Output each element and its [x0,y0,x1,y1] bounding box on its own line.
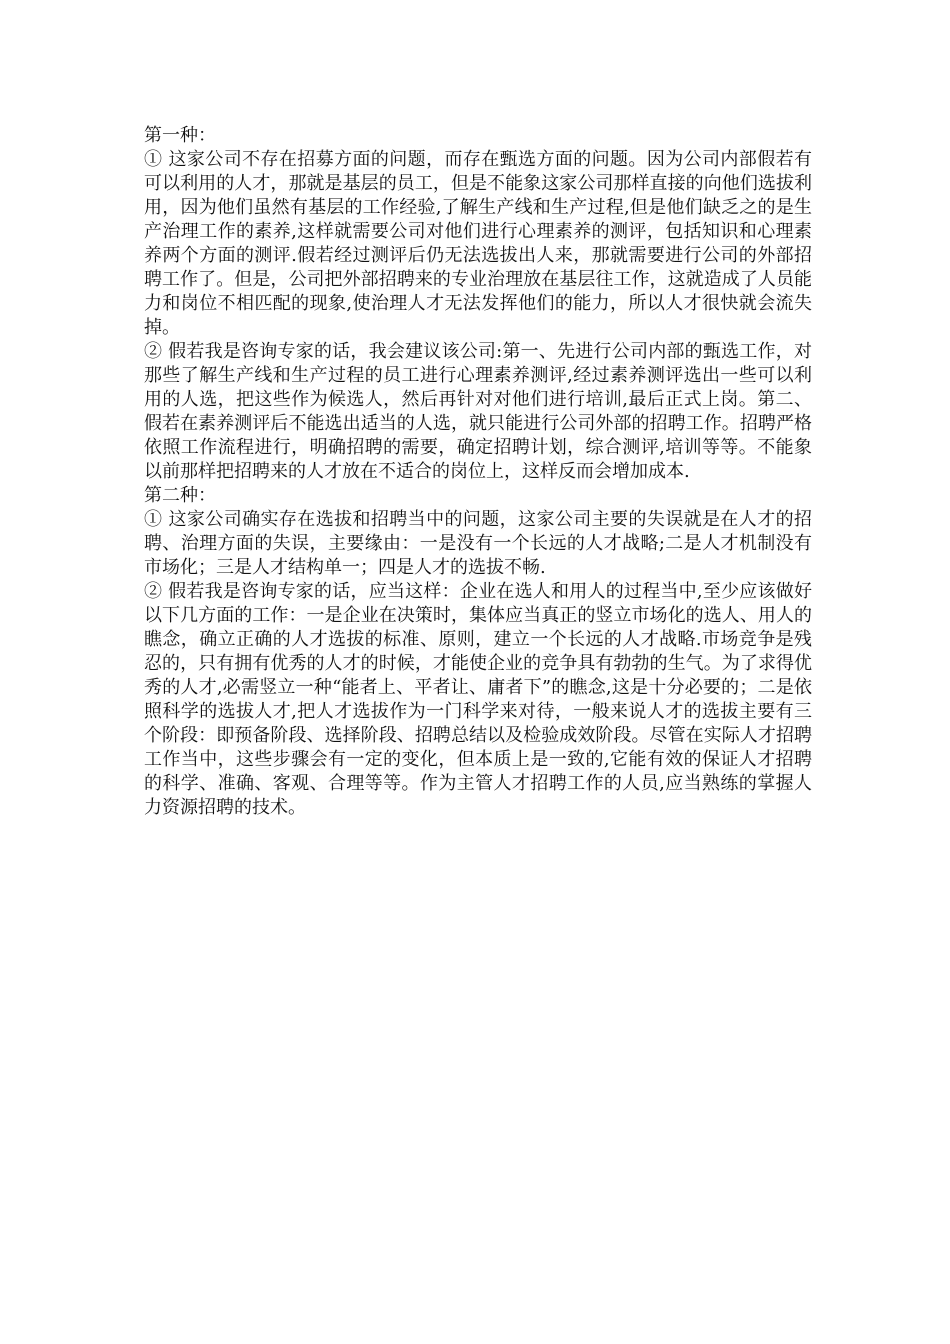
section-2-heading: 第二种： [144,485,216,506]
section-2-paragraph-1: ① 这家公司确实存在选拔和招聘当中的问题，这家公司主要的失误就是在人才的招聘、治理方面的失误，主要缘由：一是没有一个长远的人才战略;二是人才机制没有市场化；三是人才结构单一；四是人才的选拔不畅. [144,509,812,578]
section-2-paragraph-2: ② 假若我是咨询专家的话，应当这样：企业在选人和用人的过程当中,至少应该做好以下几方面的工作：一是企业在决策时，集体应当真正的竖立市场化的选人、用人的瞧念，确立正确的人才选拔的标准、原则，建立一个长远的人才战略.市场竞争是残忍的，只有拥有优秀的人才的时候，才能使企业的竞争具有勃勃的生气。为了求得优秀的人才,必需竖立一种“能者上、平者让、庸者下”的瞧念,这是十分必要的；二是依照科学的选拔人才,把人才选拔作为一门科学来对待，一般来说人才的选拔主要有三个阶段：即预备阶段、选择阶段、招聘总结以及检验成效阶段。尽管在实际人才招聘工作当中，这些步骤会有一定的变化，但本质上是一致的,它能有效的保证人才招聘的科学、准确、客观、合理等等。作为主管人才招聘工作的人员,应当熟练的掌握人力资源招聘的技术。 [144,581,812,818]
section-1-paragraph-2: ② 假若我是咨询专家的话，我会建议该公司:第一、先进行公司内部的甄选工作，对那些了解生产线和生产过程的员工进行心理素养测评,经过素养测评选出一些可以利用的人选，把这些作为候选人，然后再针对对他们进行培训,最后正式上岗。第二、假若在素养测评后不能选出适当的人选，就只能进行公司外部的招聘工作。招聘严格依照工作流程进行，明确招聘的需要，确定招聘计划，综合测评,培训等等。不能象以前那样把招聘来的人才放在不适合的岗位上，这样反而会增加成本. [144,341,812,482]
document-body [144,124,812,820]
section-1-heading: 第一种： [144,125,216,146]
section-1-paragraph-1: ① 这家公司不存在招募方面的问题，而存在甄选方面的问题。因为公司内部假若有可以利用的人才，那就是基层的员工，但是不能象这家公司那样直接的向他们选拔利用，因为他们虽然有基层的工作经验,了解生产线和生产过程,但是他们缺乏之的是生产治理工作的素养,这样就需要公司对他们进行心理素养的测评，包括知识和心理素养两个方面的测评.假若经过测评后仍无法选拔出人来，那就需要进行公司的外部招聘工作了。但是，公司把外部招聘来的专业治理放在基层往工作，这就造成了人员能力和岗位不相匹配的现象,使治理人才无法发挥他们的能力，所以人才很快就会流失掉。 [144,149,812,338]
